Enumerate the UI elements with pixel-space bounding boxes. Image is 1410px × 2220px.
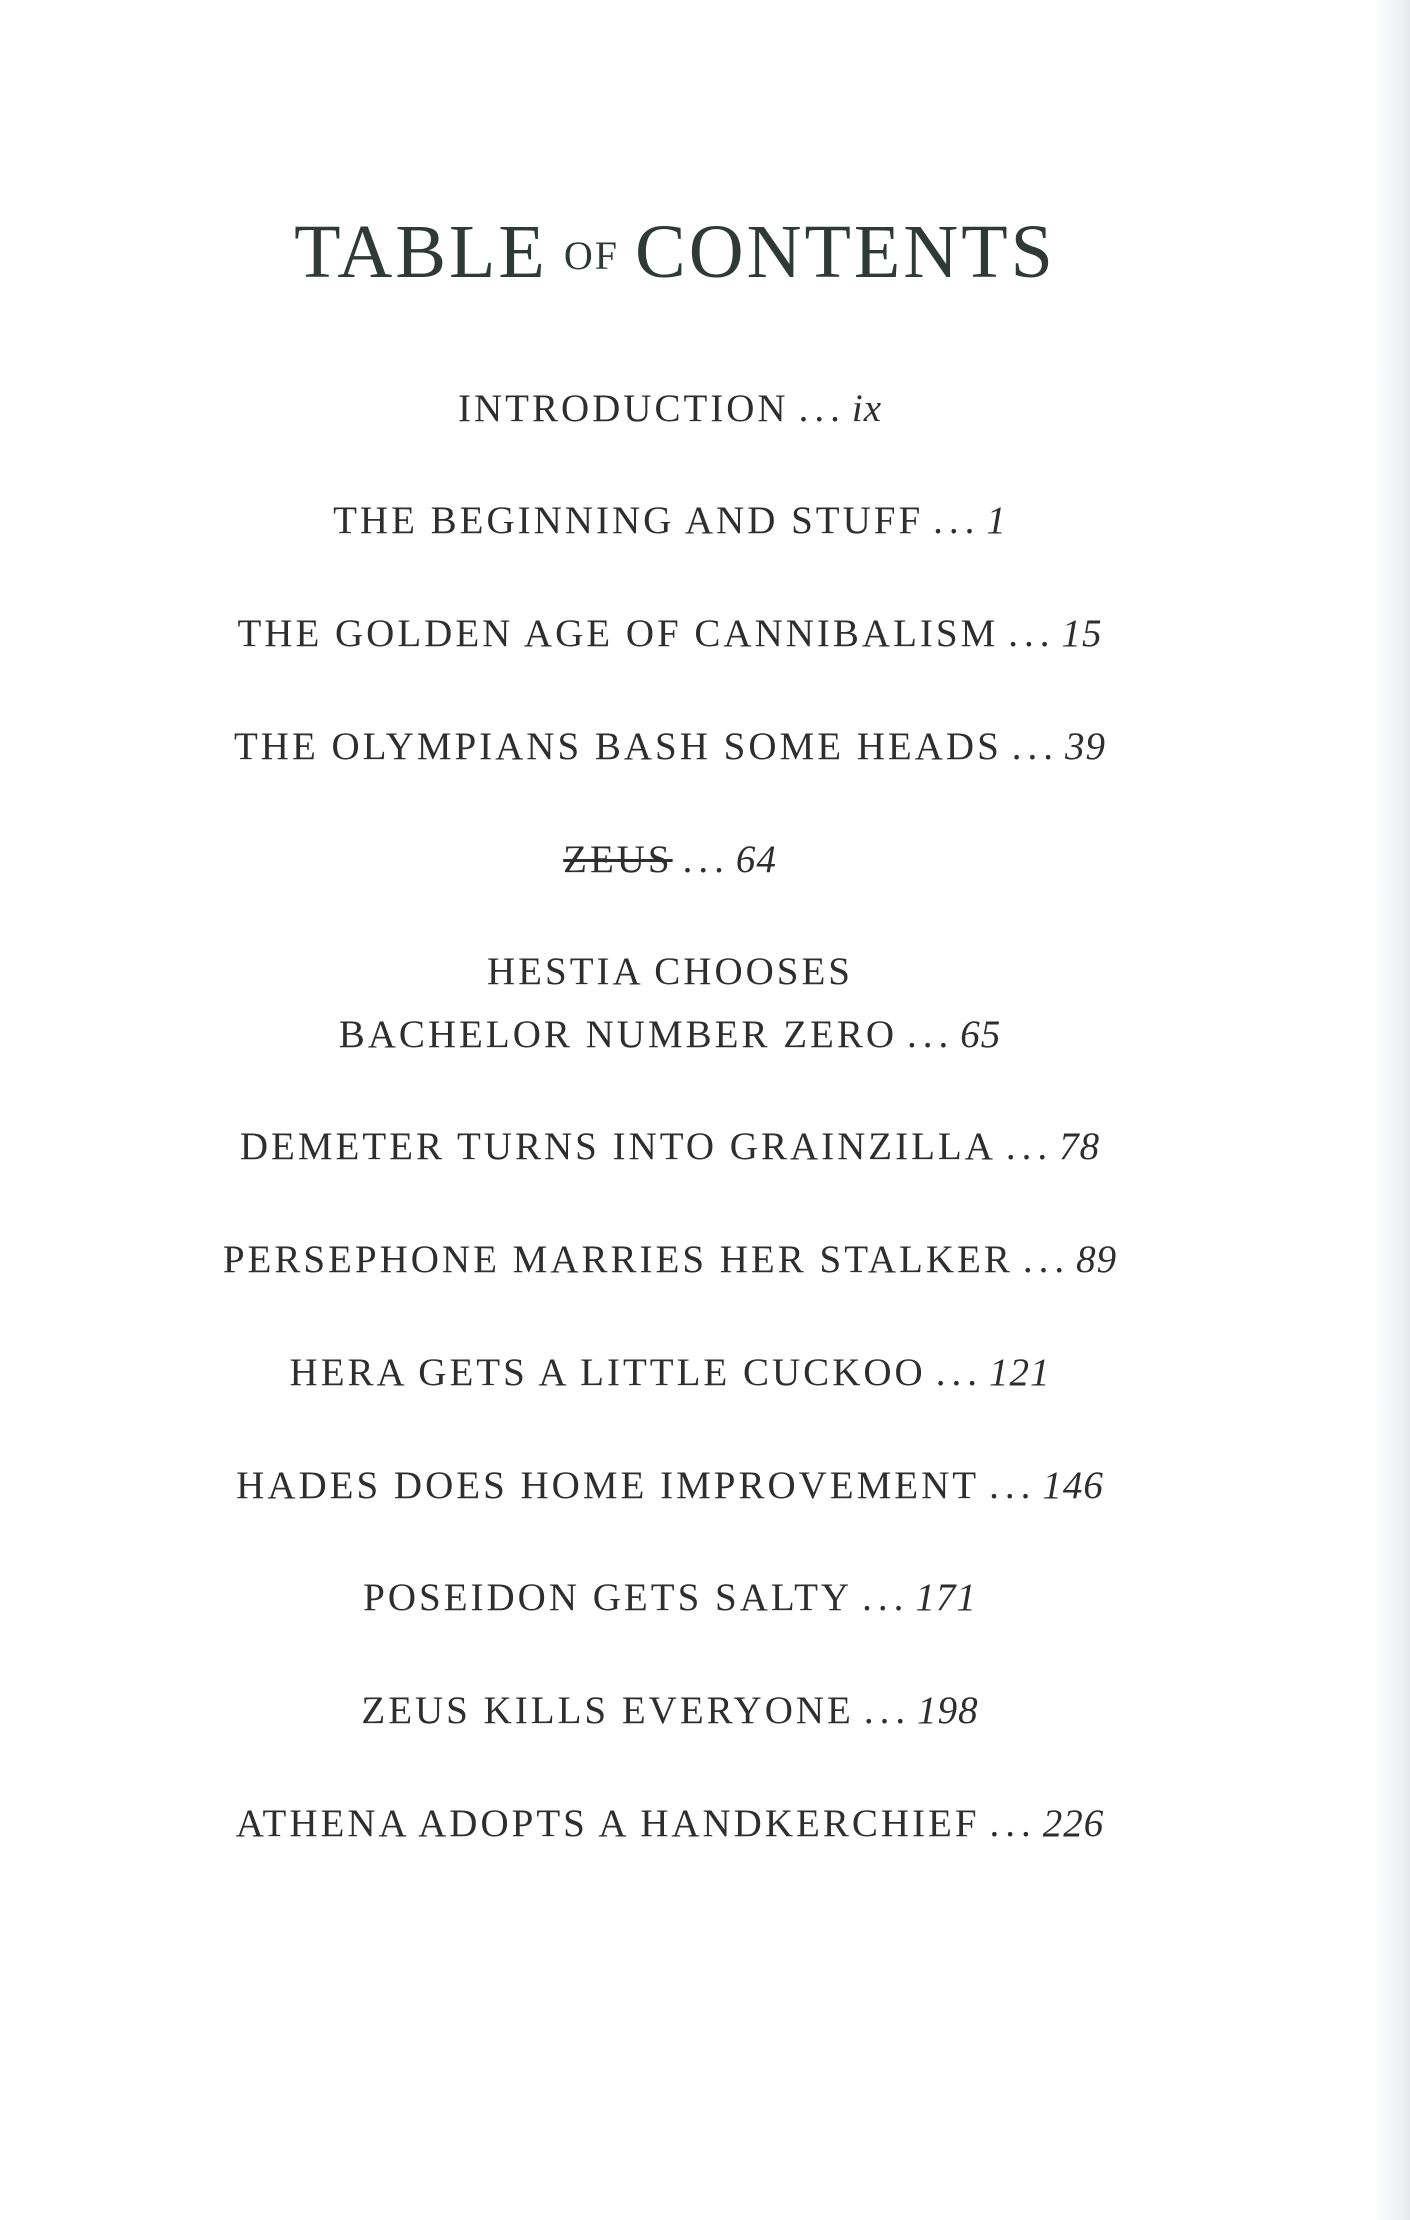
leader-dots: ... [989,1802,1037,1845]
entry-label: HADES DOES HOME IMPROVEMENT [236,1464,980,1507]
leader-dots: ... [1022,1238,1071,1281]
leader-dots: ... [863,1689,912,1732]
entry-page: 89 [1076,1238,1118,1281]
entry-label: POSEIDON GETS SALTY [363,1576,853,1619]
entry-label: HESTIA CHOOSES [487,950,853,993]
leader-dots: ... [1005,1125,1054,1168]
entry-label: THE OLYMPIANS BASH SOME HEADS [233,725,1002,768]
entry-label: THE BEGINNING AND STUFF [333,499,924,542]
toc-entry-athena [0,1793,1340,1855]
entry-page: 121 [988,1351,1051,1394]
toc-entry-zeus-struck [0,829,1340,891]
toc-entry-demeter [0,1116,1340,1178]
leader-dots: ... [682,838,730,881]
toc-entry-beginning [0,490,1340,552]
leader-dots: ... [989,1464,1037,1507]
entry-label: THE GOLDEN AGE OF CANNIBALISM [237,612,999,655]
entry-label: BACHELOR NUMBER ZERO [338,1013,898,1056]
entry-label: DEMETER TURNS INTO GRAINZILLA [239,1125,996,1168]
toc-entry-hera [0,1342,1340,1404]
entry-page: 146 [1042,1464,1104,1507]
entry-page: 65 [960,1013,1002,1056]
entry-label: ZEUS KILLS EVERYONE [361,1689,854,1732]
entry-page: 64 [735,838,777,881]
entry-label: ATHENA ADOPTS A HANDKERCHIEF [235,1802,980,1845]
leader-dots: ... [862,1576,910,1619]
leader-dots: ... [907,1013,955,1056]
entry-page: ix [851,387,883,430]
leader-dots: ... [798,387,846,430]
page-edge-shadow [1374,0,1410,2220]
entry-page: 78 [1059,1125,1101,1168]
title-word-contents: CONTENTS [635,210,1056,294]
entry-label: HERA GETS A LITTLE CUCKOO [289,1351,926,1394]
toc-entry-hestia-line1 [0,941,1340,1003]
entry-page: 15 [1061,612,1103,655]
entry-label: PERSEPHONE MARRIES HER STALKER [222,1238,1013,1281]
toc-entry-persephone [0,1229,1340,1291]
toc-entry-hades [0,1455,1340,1517]
toc-entry-introduction [0,378,1340,440]
entry-page: 171 [915,1576,977,1619]
entry-page: 198 [917,1689,979,1732]
entry-label-strikethrough: ZEUS [563,838,673,881]
leader-dots: ... [933,499,981,542]
leader-dots: ... [1008,612,1056,655]
toc-entry-golden-age [0,603,1340,665]
page-title [0,210,1350,294]
leader-dots: ... [1011,725,1060,768]
toc-entry-hestia-line2 [0,1004,1340,1066]
title-word-of: OF [563,233,619,278]
toc-entry-olympians [0,716,1340,778]
entry-page: 1 [986,499,1007,542]
title-word-table: TABLE [294,210,548,294]
entry-page: 39 [1065,725,1107,768]
entry-page: 226 [1042,1802,1105,1845]
toc-entry-zeus-kills [0,1680,1340,1742]
leader-dots: ... [935,1351,983,1394]
toc-entry-poseidon [0,1567,1340,1629]
entry-label: INTRODUCTION [457,387,789,430]
